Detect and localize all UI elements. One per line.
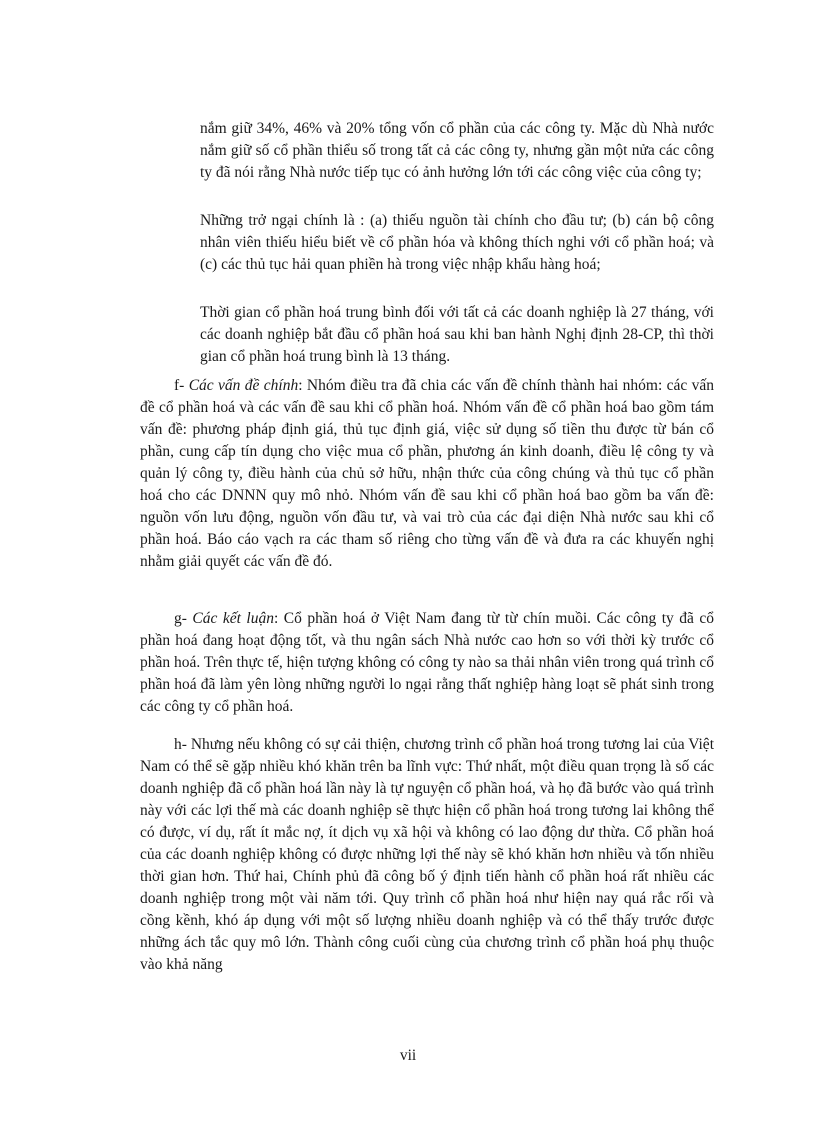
paragraph-g-text: : Cổ phần hoá ở Việt Nam đang từ từ chín muồi. Các công ty đã cổ phần hoá đang hoạt động tốt, và thu ngân sách Nhà nước cao hơn so với thời kỳ trước cổ phần hoá. Trên thực tế, hiện tượng không có công ty nào sa thải nhân viên trong quá trình cổ phần hoá đã làm yên lòng những người lo ngại rằng thất nghiệp hàng loạt sẽ phát sinh trong các công ty cổ phần hoá. (140, 610, 715, 715)
paragraph-f-text: : Nhóm điều tra đã chia các vấn đề chính thành hai nhóm: các vấn đề cổ phần hoá và các vấn đề sau khi cổ phần hoá. Nhóm vấn đề cổ phần hoá bao gồm tám vấn đề: phương pháp định giá, thủ tục định giá, việc sử dụng số tiền thu được từ bán cổ phần, cung cấp tín dụng cho việc mua cổ phần, phương án kinh doanh, điều lệ công ty và quản lý công ty, điều hành của chủ sở hữu, nhận thức của công chúng và thủ tục cổ phần hoá cho các DNNN quy mô nhỏ. Nhóm vấn đề sau khi cổ phần hoá bao gồm ba vấn đề: nguồn vốn lưu động, nguồn vốn đầu tư, và vai trò của các đại diện Nhà nước sau khi cổ phần hoá. Báo cáo vạch ra các tham số riêng cho từng vấn đề và đưa ra các khuyến nghị nhằm giải quyết các vấn đề đó. (140, 377, 715, 570)
paragraph-f-prefix: f- (174, 377, 189, 394)
paragraph-future-challenges (140, 734, 714, 976)
page-number: vii (399, 1047, 417, 1064)
paragraph-main-obstacles: Những trở ngại chính là : (a) thiếu nguồn tài chính cho đầu tư; (b) cán bộ công nhân viên thiếu hiểu biết về cổ phần hóa và không thích nghi với cổ phần hoá; và (c) các thủ tục hải quan phiền hà trong việc nhập khẩu hàng hoá; (200, 212, 714, 273)
paragraph-g-label: Các kết luận (192, 610, 274, 627)
paragraph-g-prefix: g- (174, 610, 193, 627)
paragraph-f-label: Các vấn đề chính (188, 377, 299, 394)
paragraph-main-issues (140, 375, 714, 573)
paragraph-h-text: h- Nhưng nếu không có sự cải thiện, chương trình cổ phần hoá trong tương lai của Việt Nam có thể sẽ gặp nhiều khó khăn trên ba lĩnh vực: Thứ nhất, một điều quan trọng là số các doanh nghiệp đã cổ phần hoá lần này là tự nguyện cổ phần hoá, và họ đã bước vào quá trình này với các lợi thế mà các doanh nghiệp sẽ thực hiện cổ phần hoá trong tương lai không thể có được, ví dụ, rất ít mắc nợ, ít dịch vụ xã hội và không có lao động dư thừa. Cổ phần hoá của các doanh nghiệp không có được những lợi thế này sẽ khó khăn hơn nhiều và tốn nhiều thời gian hơn. Thứ hai, Chính phủ đã công bố ý định tiến hành cổ phần hoá rất nhiều các doanh nghiệp trong một vài năm tới. Quy trình cổ phần hoá như hiện nay quá rắc rối và cồng kềnh, khó áp dụng với một số lượng nhiều doanh nghiệp và có thể thấy trước được những ách tắc quy mô lớn. Thành công cuối cùng của chương trình cổ phần hoá phụ thuộc vào khả năng (140, 736, 714, 973)
paragraph-average-time: Thời gian cổ phần hoá trung bình đối với tất cả các doanh nghiệp là 27 tháng, với các doanh nghiệp bắt đầu cổ phần hoá sau khi ban hành Nghị định 28-CP, thì thời gian cổ phần hoá trung bình là 13 tháng. (200, 304, 714, 365)
paragraph-conclusions (140, 608, 714, 718)
paragraph-shareholding: nắm giữ 34%, 46% và 20% tổng vốn cổ phần của các công ty. Mặc dù Nhà nước nắm giữ số cổ phần thiểu số trong tất cả các công ty, nhưng gần một nửa các công ty đã nói rằng Nhà nước tiếp tục có ảnh hưởng lớn tới các công việc của công ty; (200, 120, 714, 181)
